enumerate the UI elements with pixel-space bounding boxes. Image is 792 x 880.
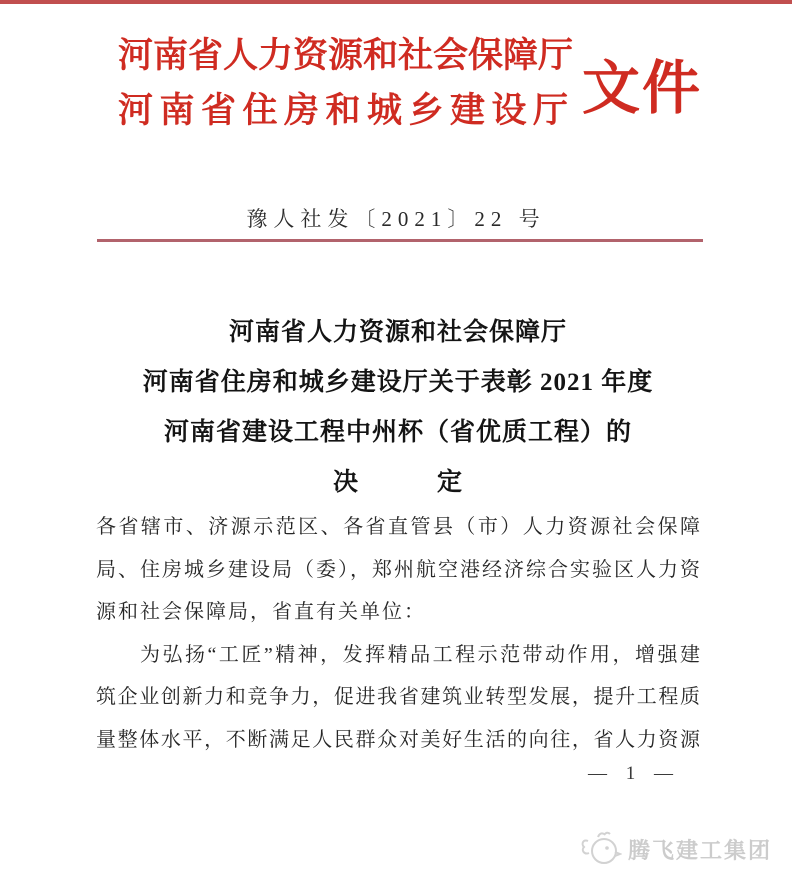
- body-line: 各省辖市、济源示范区、各省直管县（市）人力资源社会保障: [96, 516, 700, 538]
- agency-line-2: 河南省住房和城乡建设厅: [118, 91, 568, 130]
- red-separator-rule: [97, 239, 703, 242]
- body-line: 量整体水平，不断满足人民群众对美好生活的向往，省人力资源: [96, 728, 700, 751]
- doc-type-label: 文件: [582, 56, 703, 121]
- title-line-3: 河南省建设工程中州杯（省优质工程）的: [163, 419, 632, 446]
- body-line: 为弘扬“工匠”精神，发挥精品工程示范带动作用，增强建: [140, 643, 700, 666]
- title-line-1: 河南省人力资源和社会保障厅: [228, 319, 567, 346]
- letterhead-agencies: [118, 28, 574, 138]
- letterhead: [118, 28, 703, 138]
- body-line: 筑企业创新力和竞争力，促进我省建筑业转型发展，提升工程质: [96, 686, 700, 708]
- document-title: [96, 308, 700, 508]
- page-number: — 1 —: [588, 763, 680, 784]
- title-line-decision: 决 定: [332, 469, 463, 496]
- publisher-watermark: [578, 825, 772, 874]
- bird-mascot-icon: [578, 825, 622, 874]
- watermark-label: 腾飞建工集团: [627, 838, 772, 863]
- body-line: 局、住房城乡建设局（委），郑州航空港经济综合实验区人力资: [96, 558, 700, 581]
- doc-number: 豫人社发〔2021〕22 号: [246, 207, 546, 231]
- body-line: 源和社会保障局，省直有关单位：: [96, 601, 426, 623]
- agency-line-1: 河南省人力资源和社会保障厅: [118, 36, 574, 75]
- title-line-2: 河南省住房和城乡建设厅关于表彰 2021 年度: [142, 369, 654, 396]
- document-body: [96, 506, 700, 761]
- top-red-rule: [0, 0, 792, 4]
